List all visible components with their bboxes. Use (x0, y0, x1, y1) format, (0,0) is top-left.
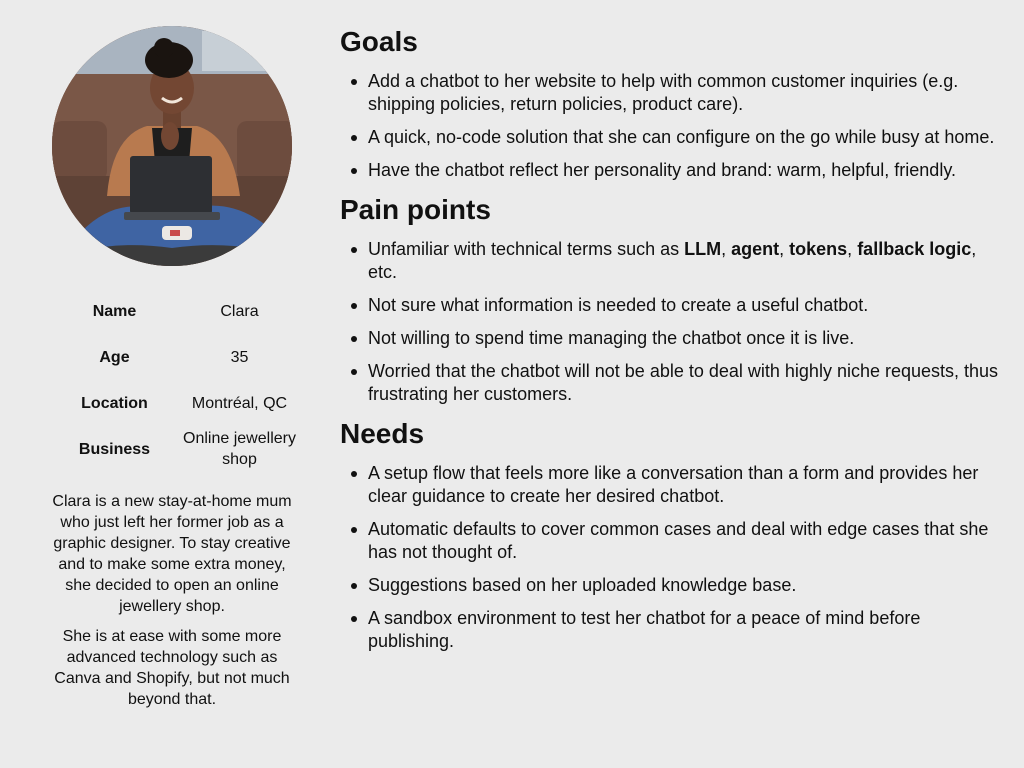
text-segment: , (721, 239, 732, 259)
list-item: A sandbox environment to test her chatbot for a peace of mind before publishing. (340, 607, 1000, 653)
needs-list (340, 462, 1000, 653)
needs-section (340, 416, 1000, 653)
needs-heading: Needs (340, 418, 425, 449)
detail-value: Clara (220, 302, 259, 320)
detail-row-name (52, 288, 302, 334)
list-item: A setup flow that feels more like a conversation than a form and provides her clear guidance to create her desired chatbot. (340, 462, 1000, 508)
bio-paragraph: Clara is a new stay-at-home mum who just left her former job as a graphic designer. To stay creative and to make some extra money, she decided to open an online jewellery shop. (52, 493, 292, 615)
list-item: Worried that the chatbot will not be able to deal with highly niche requests, thus frustrating her customers. (340, 360, 1000, 406)
list-item: Suggestions based on her uploaded knowledge base. (340, 574, 1000, 597)
detail-value: Online jewellery shop (183, 430, 296, 468)
list-item: Not willing to spend time managing the chatbot once it is live. (340, 327, 1000, 350)
list-item: Add a chatbot to her website to help with common customer inquiries (e.g. shipping policies, return policies, product care). (340, 70, 1000, 116)
persona-photo (52, 26, 292, 266)
goals-heading: Goals (340, 26, 418, 57)
detail-row-age (52, 334, 302, 380)
list-item: A quick, no-code solution that she can configure on the go while busy at home. (340, 126, 1000, 149)
text-segment: , (847, 239, 858, 259)
goals-list (340, 70, 1000, 182)
detail-value: Montréal, QC (191, 394, 288, 412)
persona-content (340, 24, 1000, 663)
term-fallback-logic: fallback logic (857, 239, 972, 259)
pain-points-section (340, 192, 1000, 406)
persona-bio (52, 491, 292, 719)
goals-section (340, 24, 1000, 182)
text-segment: , etc. (368, 239, 977, 282)
detail-label: Business (78, 440, 151, 458)
list-item: Automatic defaults to cover common cases and deal with edge cases that she has not thought of. (340, 518, 1000, 564)
detail-label: Location (81, 394, 148, 412)
bio-paragraph: She is at ease with some more advanced technology such as Canva and Shopify, but not much beyond that. (54, 628, 290, 708)
detail-row-business (52, 426, 302, 472)
list-item: Not sure what information is needed to create a useful chatbot. (340, 294, 1000, 317)
term-llm: LLM (684, 239, 722, 259)
detail-label: Name (92, 302, 137, 320)
pain-points-heading: Pain points (340, 194, 491, 225)
term-agent: agent (731, 239, 780, 259)
text-segment: Unfamiliar with technical terms such as (368, 239, 685, 259)
detail-label: Age (99, 348, 130, 366)
persona-profile (0, 0, 340, 768)
text-segment: , (779, 239, 790, 259)
persona-details-table (52, 288, 302, 472)
list-item (340, 238, 1000, 284)
detail-value: 35 (230, 348, 249, 366)
pain-points-list (340, 238, 1000, 406)
list-item: Have the chatbot reflect her personality and brand: warm, helpful, friendly. (340, 159, 1000, 182)
detail-row-location (52, 380, 302, 426)
woman-with-laptop-illustration (52, 26, 292, 266)
term-tokens: tokens (789, 239, 848, 259)
